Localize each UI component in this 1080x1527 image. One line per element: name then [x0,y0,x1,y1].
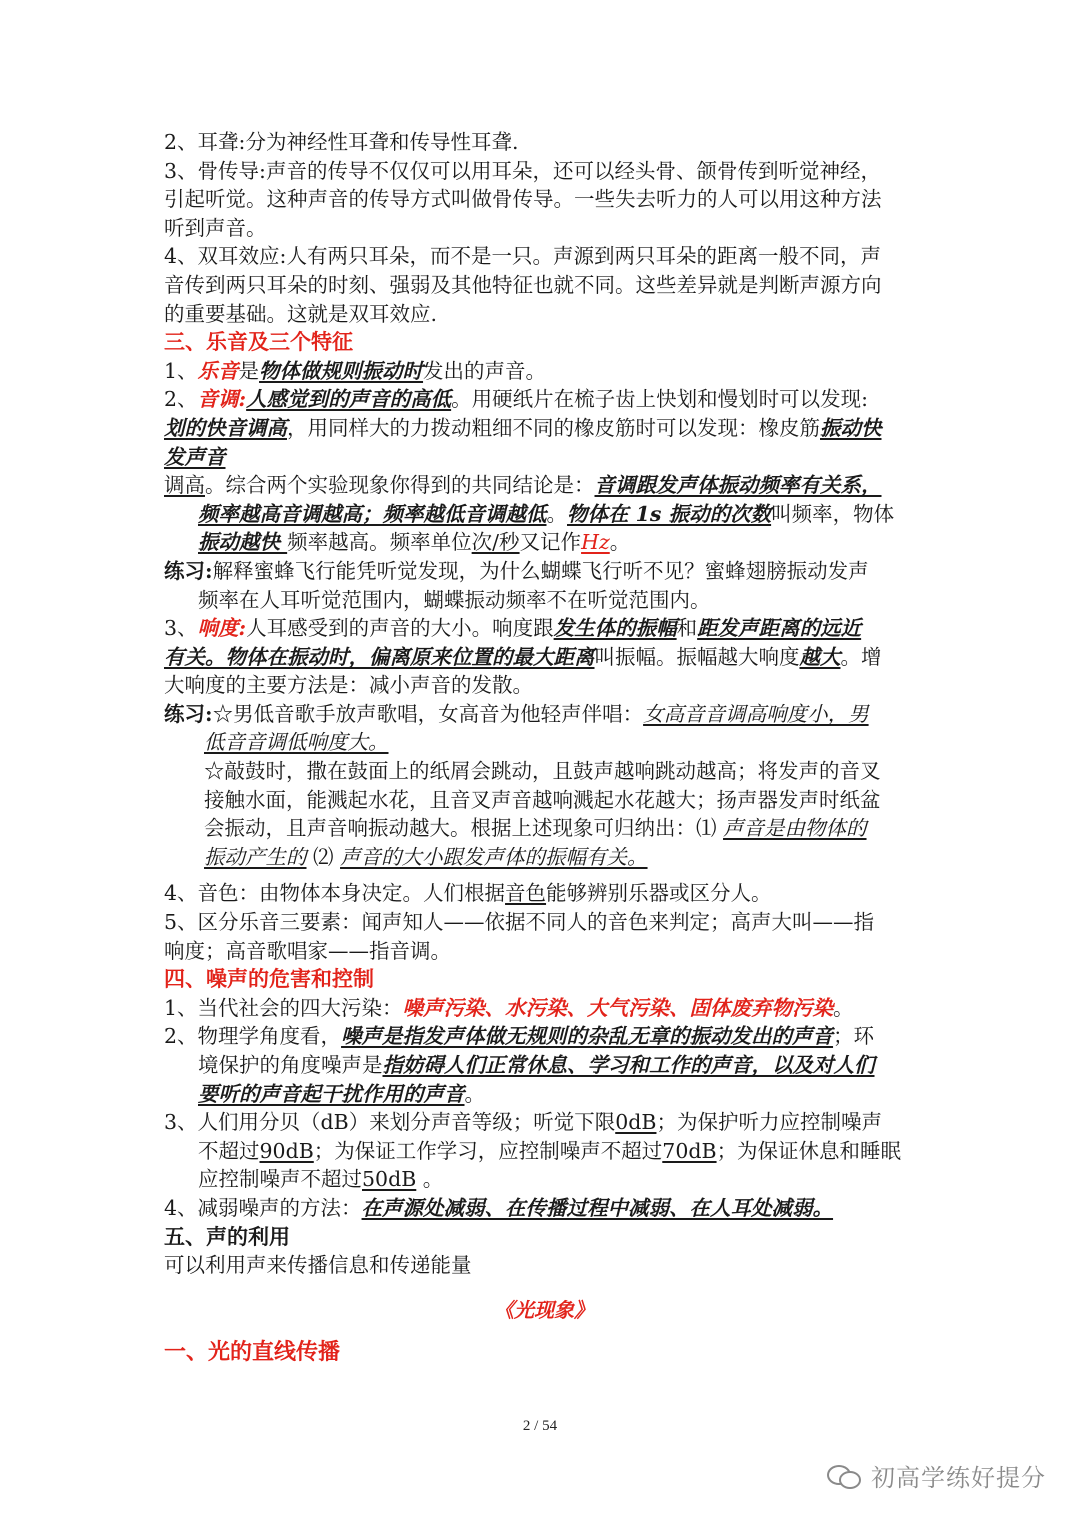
term: 音调: [197,387,247,412]
answer: 人感觉到的声音的高低 [246,387,452,412]
text-line: 频率在人耳听觉范围内，蝴蝶振动频率不在听觉范围内。 [198,587,711,612]
text-line: 4、双耳效应:人有两只耳朵，而不是一只。声源到两只耳朵的距离一般不同，声 [164,244,881,269]
text-line [164,814,924,843]
text: 叫振幅。振幅越大响度 [594,644,800,669]
document-page [164,128,924,1367]
text: 不超过 [198,1138,260,1163]
text: 。 [416,1167,444,1192]
text: 。增 [840,644,882,669]
text-line: 3、骨传导:声音的传导不仅仅可以用耳朵，还可以经头骨、颌骨传到听觉神经， [164,158,881,183]
text-line [164,994,924,1023]
text-line [164,1080,924,1109]
answer: 距发声距离的远近 [697,616,862,641]
answer: 噪声是指发声体做无规则的杂乱无章的振动发出的声音 [341,1024,834,1049]
page-number: 2 / 54 [522,1418,558,1434]
answer: 在声源处减弱、在传播过程中减弱、在人耳处减弱。 [361,1195,834,1220]
text-line [164,1022,924,1051]
text: 1、当代社会的四大污染： [164,995,403,1020]
answer: 指妨碍人们正常休息、学习和工作的声音，以及对人们 [382,1053,875,1077]
text-line: 可以利用声来传播信息和传递能量 [164,1253,472,1278]
text-line [164,1137,924,1166]
text: 2、 [164,387,198,412]
text: 。综合两个实验现象你得到的共同结论是： [205,473,595,498]
text-line [164,614,924,643]
text-line [164,1194,924,1223]
text: 是 [238,358,260,383]
text: 。 [833,995,854,1020]
text-line [164,643,924,672]
text-line: 听到声音。 [164,215,267,240]
text: 应控制噪声不超过 [198,1167,362,1192]
text: 发出的声音。 [423,358,547,383]
text: 3、 [164,616,198,641]
text: 。 [546,501,567,526]
answer: 要听的声音起干扰作用的声音 [198,1081,465,1106]
exercise-label: 练习: [164,701,213,726]
answer: 振动产生的 [204,844,307,869]
chapter-title: 《光现象》 [494,1297,594,1322]
text: 3、人们用分贝（dB）来划分声音等级；听觉下限 [164,1110,616,1135]
watermark [827,1458,1046,1493]
text: 叫频率，物体 [771,501,895,526]
text-line [164,385,924,414]
text-line [164,1051,924,1080]
text: 4、减弱噪声的方法： [164,1195,362,1220]
section-heading: 五、声的利用 [164,1223,290,1249]
answer: 0dB [615,1110,657,1135]
text-line [164,728,924,757]
text: ⑵ [306,844,341,869]
text-line: 大响度的主要方法是：减小声音的发散。 [164,673,533,698]
text: 解释蜜蜂飞行能凭听觉发现，为什么蝴蝶飞行听不见？蜜蜂翅膀振动发声 [212,558,869,583]
term: 响度: [197,616,247,641]
text: ☆男低音歌手放声歌唱，女高音为他轻声伴唱： [212,701,644,726]
text-line [164,1165,924,1194]
text: ；为保护听力应控制噪声 [656,1110,882,1135]
answer: 90dB [259,1138,314,1163]
text: 人耳感受到的声音的大小。响度跟 [246,616,554,641]
text-line [164,500,924,529]
wechat-icon [827,1463,861,1489]
text-line: 5、区分乐音三要素：闻声知人——依据不同人的音色来判定；高声大叫——指 [164,910,875,935]
text-line: 2、耳聋:分为神经性耳聋和传导性耳聋. [164,130,519,154]
answer: Hz [581,530,610,555]
text: 又记作 [519,530,582,555]
text-line: 引起听觉。这种声音的传导方式叫做骨传导。一些失去听力的人可以用这种方法 [164,187,882,212]
text: 1、 [164,358,198,383]
text: 4、音色：由物体本身决定。人们根据 [164,881,506,906]
answer: 低音音调低响度大。 [204,730,389,755]
spacer [164,871,924,879]
text-line: 响度；高音歌唱家——指音调。 [164,938,451,963]
exercise-label: 练习: [164,558,213,583]
answer: 噪声污染、水污染、大气污染、固体废弃物污染 [402,995,834,1020]
text: 2、物理学角度看， [164,1024,342,1049]
text: 能够辨别乐器或区分人。 [546,881,772,906]
text-line [164,1108,924,1137]
text-line [164,471,924,500]
text: 。 [609,530,631,555]
section-heading: 一、光的直线传播 [164,1338,341,1365]
text-line: 接触水面，能溅起水花，且音叉声音越响溅起水花越大；扬声器发声时纸盆 [204,787,881,812]
text-line [164,357,924,386]
answer: 越大 [799,644,841,669]
answer: 声音是由物体的 [723,816,867,841]
text: 。用硬纸片在梳子齿上快划和慢划时可以发现: [451,387,869,412]
text: 境保护的角度噪声是 [198,1053,383,1077]
watermark-text: 初高学练好提分 [871,1464,1046,1492]
text: 。 [464,1081,485,1106]
answer: 振动快 [820,415,882,440]
text-line [164,414,924,443]
text: 会振动，且声音响振动越大。根据上述现象可归纳出：⑴ [204,816,724,841]
text-line: ☆敲鼓时，撒在鼓面上的纸屑会跳动，且鼓声越响跳动越高；将发声的音叉 [204,759,881,784]
text: ；为保证休息和睡眠 [716,1138,902,1163]
text: 和 [676,616,698,641]
section-heading: 四、噪声的危害和控制 [164,966,374,992]
answer: 划的快音调高 [164,415,287,440]
text-line [164,557,924,586]
answer: 物体在 1s 振动的次数 [567,501,772,526]
answer: 调高 [164,473,205,498]
text-line: 的重要基础。这就是双耳效应. [164,301,438,326]
answer: 次/秒 [471,530,520,555]
text-line [164,843,924,872]
section-heading: 三、乐音及三个特征 [164,329,353,355]
text-line [164,879,924,908]
text-line [164,700,924,729]
text-line: 音传到两只耳朵的时刻、强弱及其他特征也就不同。这些差异就是判断声源方向 [164,272,882,297]
text: ；为保证工作学习，应控制噪声不超过 [313,1138,663,1163]
answer: 振动越快 [198,530,288,555]
answer: 发声音 [164,444,226,469]
text-line [164,528,924,557]
answer: 女高音音调高响度小，男 [643,701,869,726]
answer: 音色 [505,881,547,906]
text: 频率越高。频率单位 [287,530,472,555]
text: ，用同样大的力拨动粗细不同的橡皮筋时可以发现：橡皮筋 [287,415,820,440]
answer: 物体做规则振动时 [259,358,424,383]
answer: 发生体的振幅 [553,616,677,641]
answer: 声音的大小跟发声体的振幅有关。 [340,844,648,869]
text-line [164,443,924,472]
answer: 有关。物体在振动时，偏离原来位置的最大距离 [164,644,595,669]
answer: 音调跟发声体振动频率有关系， [594,473,882,498]
term: 乐音 [197,358,239,383]
answer: 50dB [362,1167,417,1192]
answer: 频率越高音调越高；频率越低音调越低 [198,501,547,526]
answer: 70dB [662,1138,717,1163]
text: ；环 [833,1024,875,1049]
